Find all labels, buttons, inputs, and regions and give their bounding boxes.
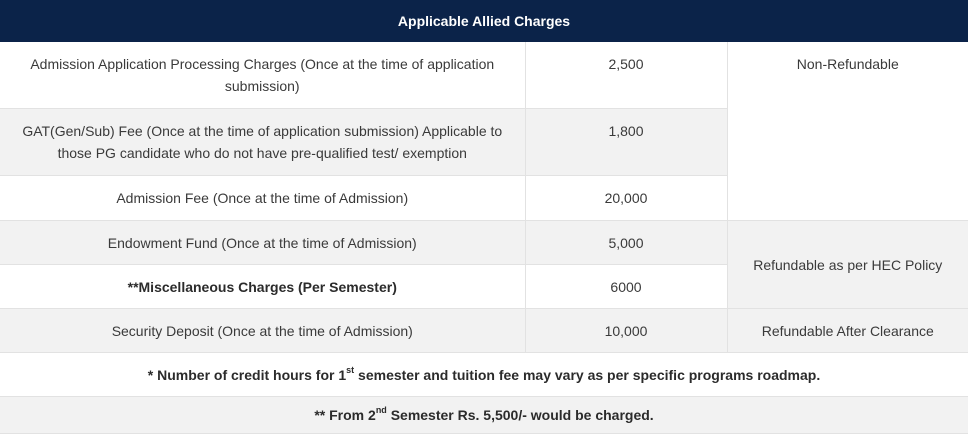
footnote-text: Semester Rs. 5,500/- would be charged. [386,407,654,423]
charge-description: Security Deposit (Once at the time of Admission) [0,309,525,353]
charge-amount: 5,000 [525,221,727,265]
footnote-second-semester [0,397,968,434]
charge-description: **Miscellaneous Charges (Per Semester) [0,265,525,309]
footnote-text: semester and tuition fee may vary as per specific programs roadmap. [354,366,821,383]
charge-description: Endowment Fund (Once at the time of Admission) [0,221,525,265]
charge-description: Admission Application Processing Charges (Once at the time of application submission) [0,42,525,109]
footnote-credit-hours [0,353,968,397]
charge-amount: 2,500 [525,42,727,109]
charge-amount: 10,000 [525,309,727,353]
refund-remark: Refundable as per HEC Policy [727,221,968,309]
refund-remark: Non-Refundable [727,42,968,221]
table-row [0,397,968,434]
refund-remark: Refundable After Clearance [727,309,968,353]
charge-description: GAT(Gen/Sub) Fee (Once at the time of application submission) Applicable to those PG candidate who do not have pre-qualified test/ exemption [0,109,525,176]
table-row [0,309,968,353]
table-title: Applicable Allied Charges [0,0,968,42]
table-row [0,353,968,397]
footnote-text: ** From 2 [314,407,376,423]
charge-description: Admission Fee (Once at the time of Admission) [0,176,525,221]
footnote-superscript: st [346,364,355,375]
charge-amount: 20,000 [525,176,727,221]
charge-amount: 6000 [525,265,727,309]
table-row [0,221,968,265]
footnote-superscript: nd [375,405,387,416]
footnote-text: * Number of credit hours for 1 [147,366,347,383]
table-row [0,42,968,109]
charge-amount: 1,800 [525,109,727,176]
